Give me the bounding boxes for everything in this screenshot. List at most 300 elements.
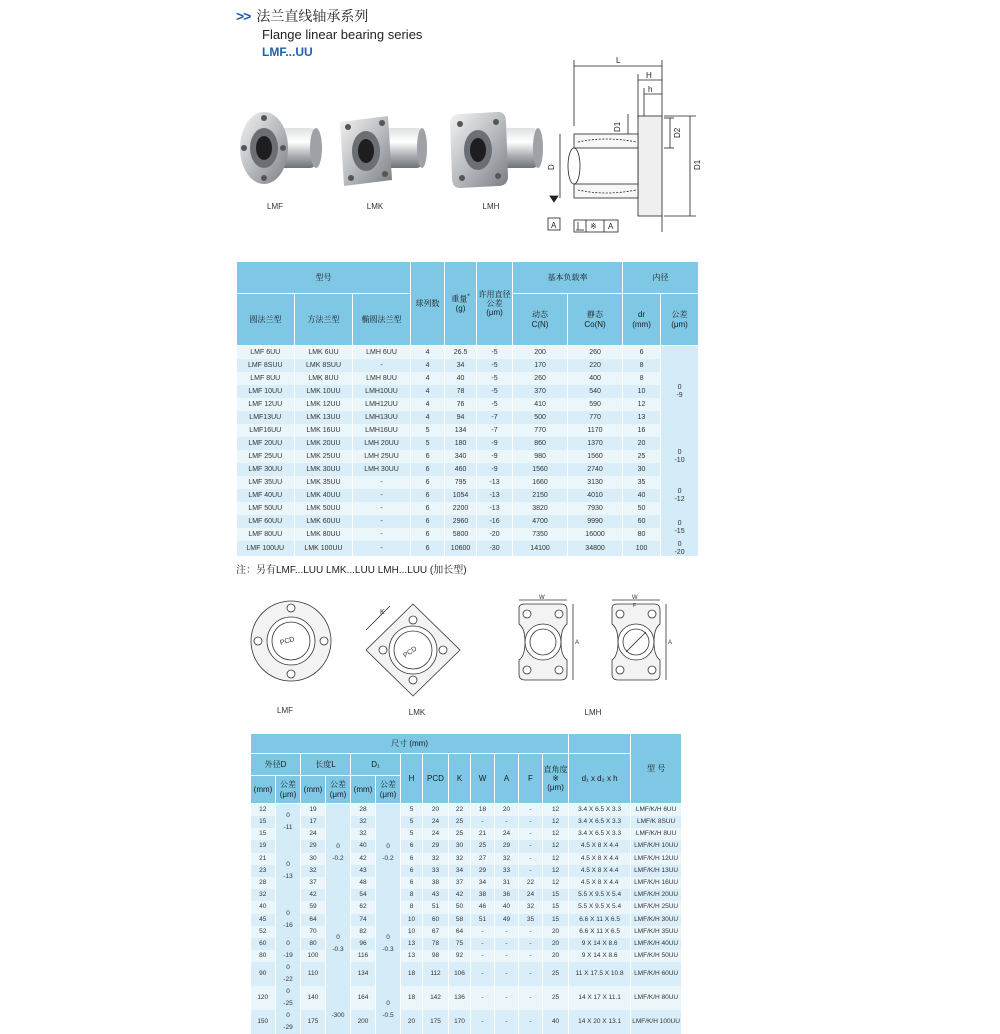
length-cell: 100 — [301, 950, 326, 962]
table-cell: 2960 — [445, 515, 477, 528]
table-row — [237, 450, 699, 463]
table-cell: 13 — [623, 411, 661, 424]
table-cell: 32 — [449, 853, 471, 865]
table-cell: 20 — [543, 950, 569, 962]
table-cell: LMH 30UU — [353, 463, 411, 476]
table-cell: 1560 — [513, 463, 568, 476]
table-cell: 25 — [449, 828, 471, 840]
table-cell: 8 — [623, 372, 661, 385]
table-cell: - — [519, 1010, 543, 1034]
table-cell: 770 — [568, 411, 623, 424]
length-cell: 64 — [301, 914, 326, 926]
table-cell: LMF/K/H 6UU — [631, 804, 682, 817]
table-cell: 340 — [445, 450, 477, 463]
table-cell: 60 — [423, 914, 449, 926]
table-cell: 27 — [471, 853, 495, 865]
table-row — [237, 398, 699, 411]
table-cell: 12 — [543, 840, 569, 852]
table-row — [251, 901, 682, 913]
table-cell: -7 — [477, 411, 513, 424]
table-cell: 38 — [471, 889, 495, 901]
d1-cell: 134 — [351, 962, 376, 986]
th-square: 方法兰型 — [295, 294, 353, 346]
th-load: 基本负载率 — [513, 262, 623, 294]
outer-tolerance-cell: 0 -22 — [276, 962, 301, 986]
table-cell: 21 — [471, 828, 495, 840]
lmk-k-label: K — [380, 609, 385, 616]
outer-diameter-cell: 15 — [251, 816, 276, 828]
table-row — [251, 889, 682, 901]
table-cell: 20 — [401, 1010, 423, 1034]
table-row — [237, 437, 699, 450]
table-cell: 12 — [543, 828, 569, 840]
table-cell: 6 — [411, 463, 445, 476]
lmh-w-label: W — [539, 595, 545, 601]
length-cell: 24 — [301, 828, 326, 840]
table-cell: 10600 — [445, 541, 477, 556]
table-cell: -9 — [477, 463, 513, 476]
table-cell: - — [495, 986, 519, 1010]
table-cell: LMF/K/H 10UU — [631, 840, 682, 852]
table-cell: LMF 80UU — [237, 528, 295, 541]
table-cell: -30 — [477, 541, 513, 556]
length-cell: 30 — [301, 853, 326, 865]
table-row — [251, 816, 682, 828]
table-cell: 4 — [411, 359, 445, 372]
lmf-drawing — [248, 598, 334, 684]
d1-cell: 54 — [351, 889, 376, 901]
table-cell: 12 — [623, 398, 661, 411]
table-cell: LMH 20UU — [353, 437, 411, 450]
table-cell: 12 — [543, 865, 569, 877]
table-cell: 220 — [568, 359, 623, 372]
length-cell: 80 — [301, 938, 326, 950]
outer-tolerance-cell: 0 -13 — [276, 840, 301, 901]
table-cell: -5 — [477, 372, 513, 385]
table-cell: - — [471, 986, 495, 1010]
d1-tolerance-cell: 0 -0.2 — [376, 804, 401, 902]
table-cell: 6 — [411, 515, 445, 528]
table-cell: 6 — [401, 840, 423, 852]
th-PCD: PCD — [423, 754, 449, 804]
table-cell: 410 — [513, 398, 568, 411]
table-cell: 6 — [401, 865, 423, 877]
table-cell: 4 — [411, 398, 445, 411]
table-cell: LMF 100UU — [237, 541, 295, 556]
table-cell: -5 — [477, 385, 513, 398]
th-tol: 公差 (μm) — [661, 294, 699, 346]
table-cell: 142 — [423, 986, 449, 1010]
table-cell: LMK 50UU — [295, 502, 353, 515]
table-row — [237, 528, 699, 541]
table-cell: 4010 — [568, 489, 623, 502]
table-row — [251, 804, 682, 817]
table-cell: LMF 30UU — [237, 463, 295, 476]
table-cell: 42 — [449, 889, 471, 901]
table-cell: 200 — [513, 346, 568, 360]
table-row — [251, 926, 682, 938]
lmf-photo — [236, 108, 324, 196]
table-cell: LMF13UU — [237, 411, 295, 424]
table-cell: 24 — [519, 889, 543, 901]
table-cell: 38 — [423, 877, 449, 889]
table-cell: 92 — [449, 950, 471, 962]
d1-cell: 200 — [351, 1010, 376, 1034]
table-cell: LMF/K/H 50UU — [631, 950, 682, 962]
table-cell: - — [519, 853, 543, 865]
table-cell: 5.5 X 9.5 X 5.4 — [569, 889, 631, 901]
outer-diameter-cell: 90 — [251, 962, 276, 986]
table-cell: - — [353, 515, 411, 528]
table-cell: - — [471, 926, 495, 938]
table-cell: 3130 — [568, 476, 623, 489]
table-cell: 25 — [471, 840, 495, 852]
inner-tolerance-cell: 0 -10 — [661, 437, 699, 476]
table-cell: 80 — [623, 528, 661, 541]
table-row — [237, 385, 699, 398]
d1-cell: 74 — [351, 914, 376, 926]
lmk-photo-label: LMK — [366, 202, 384, 211]
length-cell: 70 — [301, 926, 326, 938]
outer-tolerance-cell: 0 -29 — [276, 1010, 301, 1034]
table-cell: 40 — [543, 1010, 569, 1034]
table-cell: 25 — [543, 962, 569, 986]
table-cell: LMK 13UU — [295, 411, 353, 424]
table-cell: 5800 — [445, 528, 477, 541]
table-cell: 770 — [513, 424, 568, 437]
table-cell: 51 — [471, 914, 495, 926]
table-cell: 260 — [513, 372, 568, 385]
outer-diameter-cell: 12 — [251, 804, 276, 817]
table-cell: - — [495, 962, 519, 986]
length-cell: 110 — [301, 962, 326, 986]
outer-tolerance-cell: 0 -25 — [276, 986, 301, 1010]
table-cell: LMK 10UU — [295, 385, 353, 398]
table-cell: LMF/K/H 13UU — [631, 865, 682, 877]
dimension-table — [250, 733, 682, 1034]
d1-tolerance-cell: 0 -0.3 — [376, 901, 401, 986]
table-cell: 78 — [423, 938, 449, 950]
table-cell: LMK 40UU — [295, 489, 353, 502]
table-cell: 60 — [623, 515, 661, 528]
table-cell: 10 — [401, 926, 423, 938]
table-cell: LMH16UU — [353, 424, 411, 437]
outer-diameter-cell: 60 — [251, 938, 276, 950]
table-cell: 370 — [513, 385, 568, 398]
th-K: K — [449, 754, 471, 804]
table-cell: 34 — [449, 865, 471, 877]
length-cell: 32 — [301, 865, 326, 877]
table-cell: 25 — [543, 986, 569, 1010]
table-cell: 6 — [401, 877, 423, 889]
table-cell: 10 — [623, 385, 661, 398]
table-cell: - — [471, 816, 495, 828]
table-row — [251, 1010, 682, 1034]
table-cell: 8 — [401, 889, 423, 901]
table-row — [251, 828, 682, 840]
table-cell: 5 — [401, 816, 423, 828]
table-cell: 50 — [623, 502, 661, 515]
table-cell: 29 — [471, 865, 495, 877]
table-row — [251, 840, 682, 852]
lmk-pcd-label: PCD — [402, 645, 419, 660]
table-cell: LMK 12UU — [295, 398, 353, 411]
d1-cell: 96 — [351, 938, 376, 950]
th-static: 静态 Co(N) — [568, 294, 623, 346]
table-cell: - — [471, 1010, 495, 1034]
table-cell: LMH 6UU — [353, 346, 411, 360]
table-cell: 5.5 X 9.5 X 5.4 — [569, 901, 631, 913]
table-cell: - — [519, 938, 543, 950]
d1-cell: 116 — [351, 950, 376, 962]
length-cell: 175 — [301, 1010, 326, 1034]
lmf-photo-label: LMF — [267, 202, 283, 211]
inner-tolerance-cell: 0 -15 — [661, 515, 699, 541]
th-dr: dr (mm) — [623, 294, 661, 346]
table-cell: LMF 50UU — [237, 502, 295, 515]
table-cell: LMK 30UU — [295, 463, 353, 476]
table-cell: LMF/K/H 30UU — [631, 914, 682, 926]
th-d1-tol: 公差 (μm) — [376, 776, 401, 804]
table-cell: 1560 — [568, 450, 623, 463]
table-cell: LMF/K 8SUU — [631, 816, 682, 828]
table-cell: 50 — [449, 901, 471, 913]
th-d-tol: 公差 (μm) — [276, 776, 301, 804]
table-row — [251, 853, 682, 865]
title-cn: 法兰直线轴承系列 — [256, 8, 369, 24]
table-cell: 100 — [623, 541, 661, 556]
th-l-tol: 公差 (μm) — [326, 776, 351, 804]
d1-tolerance-cell: 0 -0.5 — [376, 986, 401, 1034]
table-cell: 170 — [449, 1010, 471, 1034]
table-cell: LMF 60UU — [237, 515, 295, 528]
length-cell: 37 — [301, 877, 326, 889]
table-cell: 460 — [445, 463, 477, 476]
table-cell: 6 — [411, 489, 445, 502]
table-cell: 4 — [411, 346, 445, 360]
table-cell: 98 — [423, 950, 449, 962]
table-cell: 13 — [401, 950, 423, 962]
table-cell: 78 — [445, 385, 477, 398]
table-cell: LMH 25UU — [353, 450, 411, 463]
inner-tolerance-cell: 0 -9 — [661, 346, 699, 438]
table-cell: 7930 — [568, 502, 623, 515]
datum-ref-A: A — [608, 222, 614, 231]
table-cell: LMF 8SUU — [237, 359, 295, 372]
table-cell: 500 — [513, 411, 568, 424]
table-cell: LMF/K/H 60UU — [631, 962, 682, 986]
table-row — [251, 950, 682, 962]
table-cell: 22 — [519, 877, 543, 889]
th-d1-mm: (mm) — [351, 776, 376, 804]
th-l-mm: (mm) — [301, 776, 326, 804]
table-cell: LMF/K/H 100UU — [631, 1010, 682, 1034]
outer-diameter-cell: 80 — [251, 950, 276, 962]
table-cell: 4.5 X 8 X 4.4 — [569, 853, 631, 865]
table-cell: LMF 6UU — [237, 346, 295, 360]
table-cell: 12 — [543, 816, 569, 828]
dim-L: L — [616, 56, 621, 65]
outer-diameter-cell: 15 — [251, 828, 276, 840]
table-cell: 51 — [423, 901, 449, 913]
outer-tolerance-cell: 0 -16 — [276, 901, 301, 938]
table-cell: LMF16UU — [237, 424, 295, 437]
table-cell: 76 — [445, 398, 477, 411]
table-cell: 26.5 — [445, 346, 477, 360]
table-cell: 2740 — [568, 463, 623, 476]
table-cell: -13 — [477, 476, 513, 489]
table-cell: -13 — [477, 502, 513, 515]
table-cell: 67 — [423, 926, 449, 938]
table-cell: - — [495, 950, 519, 962]
table-cell: 6 — [411, 541, 445, 556]
table-cell: 9990 — [568, 515, 623, 528]
table-cell: 180 — [445, 437, 477, 450]
table-cell: 9 X 14 X 8.6 — [569, 950, 631, 962]
table-cell: - — [519, 986, 543, 1010]
th-rows-of-balls: 球列数 — [411, 262, 445, 346]
dim-h: h — [648, 85, 653, 94]
table-cell: 14 X 17 X 11.1 — [569, 986, 631, 1010]
table-cell: 6 — [623, 346, 661, 360]
lmh-drawing-side — [598, 594, 674, 690]
table-row — [237, 411, 699, 424]
length-cell: 140 — [301, 986, 326, 1010]
table-cell: 7350 — [513, 528, 568, 541]
table-cell: LMK 35UU — [295, 476, 353, 489]
title-en: Flange linear bearing series — [262, 27, 423, 42]
lmk-drawing-label: LMK — [408, 708, 426, 717]
d1-cell: 28 — [351, 804, 376, 817]
table-cell: LMF/K/H 20UU — [631, 889, 682, 901]
length-tolerance-cell: -300 — [326, 986, 351, 1034]
table-cell: 4 — [411, 411, 445, 424]
table-cell: - — [519, 950, 543, 962]
table-cell: 11 X 17.5 X 10.8 — [569, 962, 631, 986]
table-cell: 25 — [623, 450, 661, 463]
table-cell: 29 — [495, 840, 519, 852]
table-row — [237, 515, 699, 528]
table-cell: 37 — [449, 877, 471, 889]
table-cell: LMK 8SUU — [295, 359, 353, 372]
table-cell: LMK 20UU — [295, 437, 353, 450]
table-cell: LMF 8UU — [237, 372, 295, 385]
table-row — [237, 541, 699, 556]
lmh-a2-label: A — [668, 640, 673, 646]
table-cell: 12 — [543, 877, 569, 889]
outer-diameter-cell: 21 — [251, 853, 276, 865]
th-oval: 椭圆法兰型 — [353, 294, 411, 346]
lmh-drawing-label: LMH — [584, 708, 602, 717]
table-cell: 25 — [449, 816, 471, 828]
outer-tolerance-cell: 0 -11 — [276, 804, 301, 841]
table-cell: - — [495, 938, 519, 950]
table-cell: - — [519, 926, 543, 938]
table-cell: - — [495, 926, 519, 938]
table-cell: 5 — [411, 437, 445, 450]
th-A: A — [495, 754, 519, 804]
table-cell: - — [471, 938, 495, 950]
table-cell: 24 — [495, 828, 519, 840]
table-cell: - — [353, 502, 411, 515]
table-cell: 14 X 20 X 13.1 — [569, 1010, 631, 1034]
table-cell: 33 — [495, 865, 519, 877]
table-cell: 980 — [513, 450, 568, 463]
length-cell: 59 — [301, 901, 326, 913]
table-cell: 590 — [568, 398, 623, 411]
table-row — [251, 914, 682, 926]
table-cell: 46 — [471, 901, 495, 913]
lmh-drawing-front — [505, 594, 581, 690]
lmh-a-label: A — [575, 640, 580, 646]
table-cell: 13 — [401, 938, 423, 950]
table-cell: -5 — [477, 359, 513, 372]
outer-tolerance-cell: 0 -19 — [276, 938, 301, 962]
length-tolerance-cell: 0 -0.3 — [326, 901, 351, 986]
table-cell: 34800 — [568, 541, 623, 556]
table-cell: 35 — [623, 476, 661, 489]
outer-diameter-cell: 28 — [251, 877, 276, 889]
table-cell: LMF/K/H 40UU — [631, 938, 682, 950]
table-row — [251, 962, 682, 986]
table-cell: 20 — [423, 804, 449, 817]
table-cell: 16 — [623, 424, 661, 437]
table-cell: - — [519, 804, 543, 817]
table-row — [251, 865, 682, 877]
table-cell: 16000 — [568, 528, 623, 541]
table-cell: LMF/K/H 25UU — [631, 901, 682, 913]
table-cell: - — [353, 528, 411, 541]
table-cell: 4.5 X 8 X 4.4 — [569, 840, 631, 852]
page-header — [236, 6, 422, 59]
table-cell: 34 — [445, 359, 477, 372]
d1-cell: 48 — [351, 877, 376, 889]
d1-cell: 82 — [351, 926, 376, 938]
table-cell: 14100 — [513, 541, 568, 556]
table-cell: LMF/K/H 8UU — [631, 828, 682, 840]
table-cell: LMK 6UU — [295, 346, 353, 360]
table-cell: 35 — [519, 914, 543, 926]
table-cell: -7 — [477, 424, 513, 437]
table-cell: 15 — [543, 889, 569, 901]
arrows-icon: >> — [236, 8, 251, 24]
table-cell: 30 — [449, 840, 471, 852]
table-cell: - — [519, 828, 543, 840]
table-cell: 40 — [623, 489, 661, 502]
table-cell: 58 — [449, 914, 471, 926]
table-cell: 1054 — [445, 489, 477, 502]
table-cell: 12 — [543, 804, 569, 817]
dim-D: D — [547, 164, 556, 170]
table-cell: 6 — [411, 450, 445, 463]
table-cell: 2200 — [445, 502, 477, 515]
th-inner: 内径 — [623, 262, 699, 294]
table-cell: 43 — [423, 889, 449, 901]
lmk-drawing — [360, 600, 466, 700]
table-cell: 10 — [401, 914, 423, 926]
table-cell: 134 — [445, 424, 477, 437]
table-cell: -13 — [477, 489, 513, 502]
table-cell: 9 X 14 X 8.6 — [569, 938, 631, 950]
cross-section-drawing — [540, 52, 710, 238]
table-cell: LMK 60UU — [295, 515, 353, 528]
lmh-f-label: F — [633, 603, 637, 609]
dim-H: H — [646, 71, 652, 80]
table-cell: LMH 8UU — [353, 372, 411, 385]
table-cell: - — [495, 816, 519, 828]
table-cell: 3.4 X 6.5 X 3.3 — [569, 828, 631, 840]
dim-D2: D2 — [673, 127, 682, 138]
